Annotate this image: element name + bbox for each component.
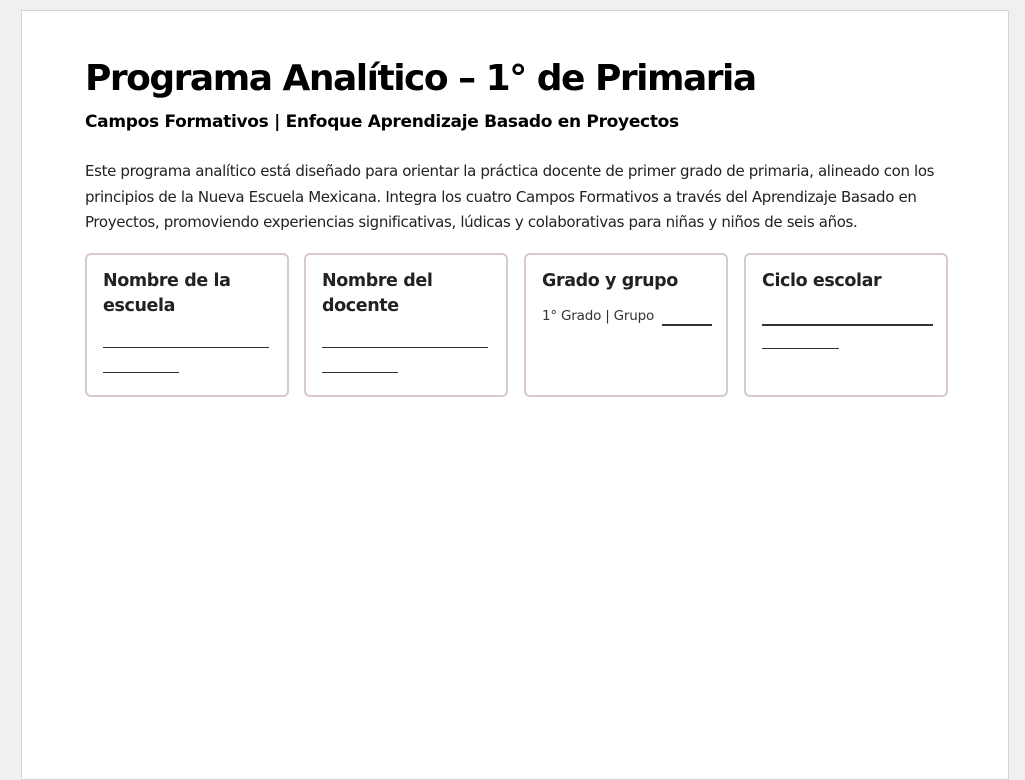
blank-line	[322, 347, 488, 348]
card-title: Ciclo escolar	[762, 271, 882, 291]
card-title: Nombre del docente	[322, 271, 433, 316]
blank-line	[762, 348, 839, 349]
card-school-year	[744, 253, 948, 397]
card-teacher-name	[304, 253, 508, 397]
blank-line	[322, 372, 398, 373]
card-grade-group	[524, 253, 728, 397]
page-subtitle: Campos Formativos | Enfoque Aprendizaje Basado en Proyectos	[85, 112, 679, 132]
card-title: Grado y grupo	[542, 271, 678, 291]
grade-group-text: 1° Grado | Grupo	[542, 308, 655, 324]
document-page	[21, 10, 1009, 780]
card-title: Nombre de la escuela	[103, 271, 231, 316]
intro-paragraph: Este programa analítico está diseñado para orientar la práctica docente de primer grado de primaria, alineado con los principios de la Nueva Escuela Mexicana. Integra los cuatro Campos Formativos a través del Aprendizaje Basado en Proyectos, promoviendo experiencias significativas, lúdicas y colaborativas para niñas y niños de seis años.	[85, 162, 935, 231]
blank-line	[662, 324, 712, 326]
blank-line	[103, 347, 269, 348]
page-title: Programa Analítico – 1° de Primaria	[85, 58, 756, 99]
blank-line	[103, 372, 179, 373]
blank-line	[762, 324, 933, 326]
card-school-name	[85, 253, 289, 397]
